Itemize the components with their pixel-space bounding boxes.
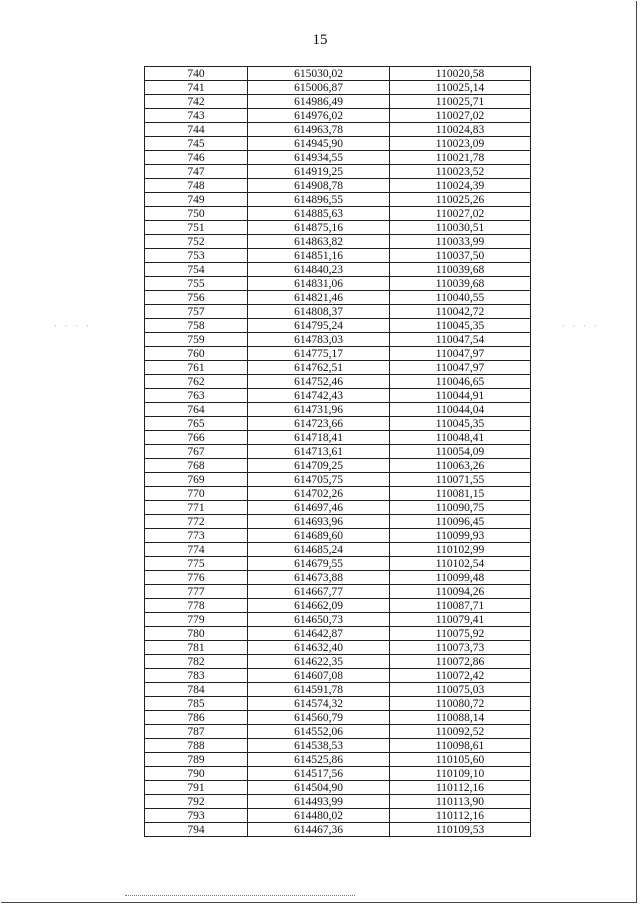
point-number-cell: 744 (145, 123, 248, 137)
scan-artifact-left: · · · · (54, 322, 92, 331)
table-row (145, 557, 531, 571)
table-row (145, 375, 531, 389)
point-number-cell: 774 (145, 543, 248, 557)
point-number-cell: 746 (145, 151, 248, 165)
point-number-cell: 740 (145, 67, 248, 81)
point-number-cell: 792 (145, 795, 248, 809)
scan-edge-mark (125, 895, 355, 898)
point-number-cell: 789 (145, 753, 248, 767)
y-coordinate-cell: 110040,55 (390, 291, 531, 305)
y-coordinate-cell: 110102,99 (390, 543, 531, 557)
x-coordinate-cell: 614517,56 (248, 767, 390, 781)
y-coordinate-cell: 110047,97 (390, 361, 531, 375)
point-number-cell: 743 (145, 109, 248, 123)
x-coordinate-cell: 614642,87 (248, 627, 390, 641)
table-row (145, 67, 531, 81)
point-number-cell: 775 (145, 557, 248, 571)
point-number-cell: 767 (145, 445, 248, 459)
y-coordinate-cell: 110045,35 (390, 417, 531, 431)
table-row (145, 613, 531, 627)
table-row (145, 109, 531, 123)
table-row (145, 641, 531, 655)
x-coordinate-cell: 615030,02 (248, 67, 390, 81)
point-number-cell: 772 (145, 515, 248, 529)
point-number-cell: 786 (145, 711, 248, 725)
y-coordinate-cell: 110105,60 (390, 753, 531, 767)
table-row (145, 585, 531, 599)
y-coordinate-cell: 110096,45 (390, 515, 531, 529)
y-coordinate-cell: 110075,03 (390, 683, 531, 697)
y-coordinate-cell: 110075,92 (390, 627, 531, 641)
point-number-cell: 751 (145, 221, 248, 235)
point-number-cell: 782 (145, 655, 248, 669)
table-row (145, 81, 531, 95)
table-row (145, 403, 531, 417)
point-number-cell: 755 (145, 277, 248, 291)
y-coordinate-cell: 110039,68 (390, 263, 531, 277)
x-coordinate-cell: 614622,35 (248, 655, 390, 669)
scan-artifact-right: · · · · (562, 322, 600, 331)
point-number-cell: 780 (145, 627, 248, 641)
table-row (145, 165, 531, 179)
point-number-cell: 791 (145, 781, 248, 795)
x-coordinate-cell: 614986,49 (248, 95, 390, 109)
table-row (145, 697, 531, 711)
point-number-cell: 779 (145, 613, 248, 627)
y-coordinate-cell: 110109,10 (390, 767, 531, 781)
y-coordinate-cell: 110025,14 (390, 81, 531, 95)
x-coordinate-cell: 614908,78 (248, 179, 390, 193)
y-coordinate-cell: 110092,52 (390, 725, 531, 739)
y-coordinate-cell: 110045,35 (390, 319, 531, 333)
table-row (145, 277, 531, 291)
y-coordinate-cell: 110021,78 (390, 151, 531, 165)
x-coordinate-cell: 614480,02 (248, 809, 390, 823)
point-number-cell: 754 (145, 263, 248, 277)
table-row (145, 809, 531, 823)
point-number-cell: 762 (145, 375, 248, 389)
coordinates-table (144, 66, 531, 837)
x-coordinate-cell: 614504,90 (248, 781, 390, 795)
y-coordinate-cell: 110042,72 (390, 305, 531, 319)
point-number-cell: 777 (145, 585, 248, 599)
point-number-cell: 773 (145, 529, 248, 543)
table-row (145, 137, 531, 151)
y-coordinate-cell: 110033,99 (390, 235, 531, 249)
table-row (145, 193, 531, 207)
table-row (145, 459, 531, 473)
y-coordinate-cell: 110047,54 (390, 333, 531, 347)
y-coordinate-cell: 110046,65 (390, 375, 531, 389)
x-coordinate-cell: 614742,43 (248, 389, 390, 403)
x-coordinate-cell: 615006,87 (248, 81, 390, 95)
table-row (145, 319, 531, 333)
x-coordinate-cell: 614775,17 (248, 347, 390, 361)
x-coordinate-cell: 614831,06 (248, 277, 390, 291)
y-coordinate-cell: 110024,83 (390, 123, 531, 137)
table-row (145, 389, 531, 403)
point-number-cell: 742 (145, 95, 248, 109)
x-coordinate-cell: 614591,78 (248, 683, 390, 697)
point-number-cell: 788 (145, 739, 248, 753)
table-row (145, 207, 531, 221)
x-coordinate-cell: 614731,96 (248, 403, 390, 417)
table-row (145, 655, 531, 669)
point-number-cell: 785 (145, 697, 248, 711)
page-number: 15 (312, 32, 328, 48)
x-coordinate-cell: 614679,55 (248, 557, 390, 571)
x-coordinate-cell: 614875,16 (248, 221, 390, 235)
y-coordinate-cell: 110090,75 (390, 501, 531, 515)
table-row (145, 711, 531, 725)
y-coordinate-cell: 110044,91 (390, 389, 531, 403)
y-coordinate-cell: 110048,41 (390, 431, 531, 445)
y-coordinate-cell: 110020,58 (390, 67, 531, 81)
x-coordinate-cell: 614574,32 (248, 697, 390, 711)
y-coordinate-cell: 110113,90 (390, 795, 531, 809)
x-coordinate-cell: 614885,63 (248, 207, 390, 221)
x-coordinate-cell: 614709,25 (248, 459, 390, 473)
table-row (145, 753, 531, 767)
x-coordinate-cell: 614723,66 (248, 417, 390, 431)
table-row (145, 95, 531, 109)
y-coordinate-cell: 110044,04 (390, 403, 531, 417)
table-row (145, 417, 531, 431)
y-coordinate-cell: 110027,02 (390, 207, 531, 221)
y-coordinate-cell: 110072,42 (390, 669, 531, 683)
table-row (145, 361, 531, 375)
point-number-cell: 741 (145, 81, 248, 95)
point-number-cell: 793 (145, 809, 248, 823)
y-coordinate-cell: 110027,02 (390, 109, 531, 123)
x-coordinate-cell: 614851,16 (248, 249, 390, 263)
x-coordinate-cell: 614552,06 (248, 725, 390, 739)
x-coordinate-cell: 614821,46 (248, 291, 390, 305)
y-coordinate-cell: 110099,93 (390, 529, 531, 543)
point-number-cell: 765 (145, 417, 248, 431)
y-coordinate-cell: 110109,53 (390, 823, 531, 837)
x-coordinate-cell: 614702,26 (248, 487, 390, 501)
point-number-cell: 761 (145, 361, 248, 375)
point-number-cell: 745 (145, 137, 248, 151)
point-number-cell: 756 (145, 291, 248, 305)
table-row (145, 221, 531, 235)
y-coordinate-cell: 110025,71 (390, 95, 531, 109)
table-row (145, 179, 531, 193)
point-number-cell: 771 (145, 501, 248, 515)
point-number-cell: 764 (145, 403, 248, 417)
coordinates-table-body (145, 67, 531, 837)
point-number-cell: 749 (145, 193, 248, 207)
table-row (145, 431, 531, 445)
y-coordinate-cell: 110080,72 (390, 697, 531, 711)
point-number-cell: 753 (145, 249, 248, 263)
table-row (145, 487, 531, 501)
table-row (145, 571, 531, 585)
y-coordinate-cell: 110094,26 (390, 585, 531, 599)
x-coordinate-cell: 614795,24 (248, 319, 390, 333)
x-coordinate-cell: 614467,36 (248, 823, 390, 837)
point-number-cell: 752 (145, 235, 248, 249)
x-coordinate-cell: 614662,09 (248, 599, 390, 613)
x-coordinate-cell: 614525,86 (248, 753, 390, 767)
table-row (145, 151, 531, 165)
table-row (145, 249, 531, 263)
y-coordinate-cell: 110025,26 (390, 193, 531, 207)
y-coordinate-cell: 110088,14 (390, 711, 531, 725)
x-coordinate-cell: 614840,23 (248, 263, 390, 277)
point-number-cell: 768 (145, 459, 248, 473)
point-number-cell: 763 (145, 389, 248, 403)
table-row (145, 529, 531, 543)
point-number-cell: 784 (145, 683, 248, 697)
y-coordinate-cell: 110039,68 (390, 277, 531, 291)
point-number-cell: 766 (145, 431, 248, 445)
y-coordinate-cell: 110098,61 (390, 739, 531, 753)
point-number-cell: 778 (145, 599, 248, 613)
point-number-cell: 787 (145, 725, 248, 739)
x-coordinate-cell: 614945,90 (248, 137, 390, 151)
table-row (145, 599, 531, 613)
y-coordinate-cell: 110024,39 (390, 179, 531, 193)
y-coordinate-cell: 110081,15 (390, 487, 531, 501)
y-coordinate-cell: 110037,50 (390, 249, 531, 263)
table-row (145, 235, 531, 249)
table-row (145, 291, 531, 305)
x-coordinate-cell: 614667,77 (248, 585, 390, 599)
table-row (145, 501, 531, 515)
point-number-cell: 790 (145, 767, 248, 781)
x-coordinate-cell: 614713,61 (248, 445, 390, 459)
x-coordinate-cell: 614963,78 (248, 123, 390, 137)
y-coordinate-cell: 110079,41 (390, 613, 531, 627)
y-coordinate-cell: 110054,09 (390, 445, 531, 459)
point-number-cell: 794 (145, 823, 248, 837)
table-row (145, 725, 531, 739)
point-number-cell: 770 (145, 487, 248, 501)
table-row (145, 445, 531, 459)
y-coordinate-cell: 110099,48 (390, 571, 531, 585)
table-row (145, 823, 531, 837)
y-coordinate-cell: 110071,55 (390, 473, 531, 487)
y-coordinate-cell: 110063,26 (390, 459, 531, 473)
y-coordinate-cell: 110102,54 (390, 557, 531, 571)
table-row (145, 781, 531, 795)
y-coordinate-cell: 110047,97 (390, 347, 531, 361)
table-row (145, 767, 531, 781)
table-row (145, 669, 531, 683)
point-number-cell: 776 (145, 571, 248, 585)
y-coordinate-cell: 110072,86 (390, 655, 531, 669)
x-coordinate-cell: 614650,73 (248, 613, 390, 627)
x-coordinate-cell: 614896,55 (248, 193, 390, 207)
y-coordinate-cell: 110023,09 (390, 137, 531, 151)
table-row (145, 683, 531, 697)
table-row (145, 543, 531, 557)
y-coordinate-cell: 110087,71 (390, 599, 531, 613)
table-row (145, 333, 531, 347)
table-row (145, 627, 531, 641)
point-number-cell: 758 (145, 319, 248, 333)
y-coordinate-cell: 110030,51 (390, 221, 531, 235)
table-row (145, 473, 531, 487)
table-row (145, 123, 531, 137)
x-coordinate-cell: 614705,75 (248, 473, 390, 487)
x-coordinate-cell: 614632,40 (248, 641, 390, 655)
point-number-cell: 748 (145, 179, 248, 193)
x-coordinate-cell: 614808,37 (248, 305, 390, 319)
table-row (145, 739, 531, 753)
x-coordinate-cell: 614607,08 (248, 669, 390, 683)
x-coordinate-cell: 614493,99 (248, 795, 390, 809)
point-number-cell: 783 (145, 669, 248, 683)
x-coordinate-cell: 614538,53 (248, 739, 390, 753)
x-coordinate-cell: 614718,41 (248, 431, 390, 445)
table-row (145, 515, 531, 529)
x-coordinate-cell: 614689,60 (248, 529, 390, 543)
point-number-cell: 769 (145, 473, 248, 487)
y-coordinate-cell: 110023,52 (390, 165, 531, 179)
x-coordinate-cell: 614976,02 (248, 109, 390, 123)
x-coordinate-cell: 614697,46 (248, 501, 390, 515)
y-coordinate-cell: 110112,16 (390, 809, 531, 823)
table-row (145, 795, 531, 809)
point-number-cell: 757 (145, 305, 248, 319)
point-number-cell: 781 (145, 641, 248, 655)
point-number-cell: 759 (145, 333, 248, 347)
x-coordinate-cell: 614673,88 (248, 571, 390, 585)
x-coordinate-cell: 614934,55 (248, 151, 390, 165)
point-number-cell: 750 (145, 207, 248, 221)
point-number-cell: 747 (145, 165, 248, 179)
y-coordinate-cell: 110073,73 (390, 641, 531, 655)
x-coordinate-cell: 614863,82 (248, 235, 390, 249)
x-coordinate-cell: 614752,46 (248, 375, 390, 389)
x-coordinate-cell: 614693,96 (248, 515, 390, 529)
x-coordinate-cell: 614762,51 (248, 361, 390, 375)
y-coordinate-cell: 110112,16 (390, 781, 531, 795)
x-coordinate-cell: 614783,03 (248, 333, 390, 347)
x-coordinate-cell: 614919,25 (248, 165, 390, 179)
table-row (145, 305, 531, 319)
x-coordinate-cell: 614560,79 (248, 711, 390, 725)
table-row (145, 263, 531, 277)
point-number-cell: 760 (145, 347, 248, 361)
x-coordinate-cell: 614685,24 (248, 543, 390, 557)
table-row (145, 347, 531, 361)
